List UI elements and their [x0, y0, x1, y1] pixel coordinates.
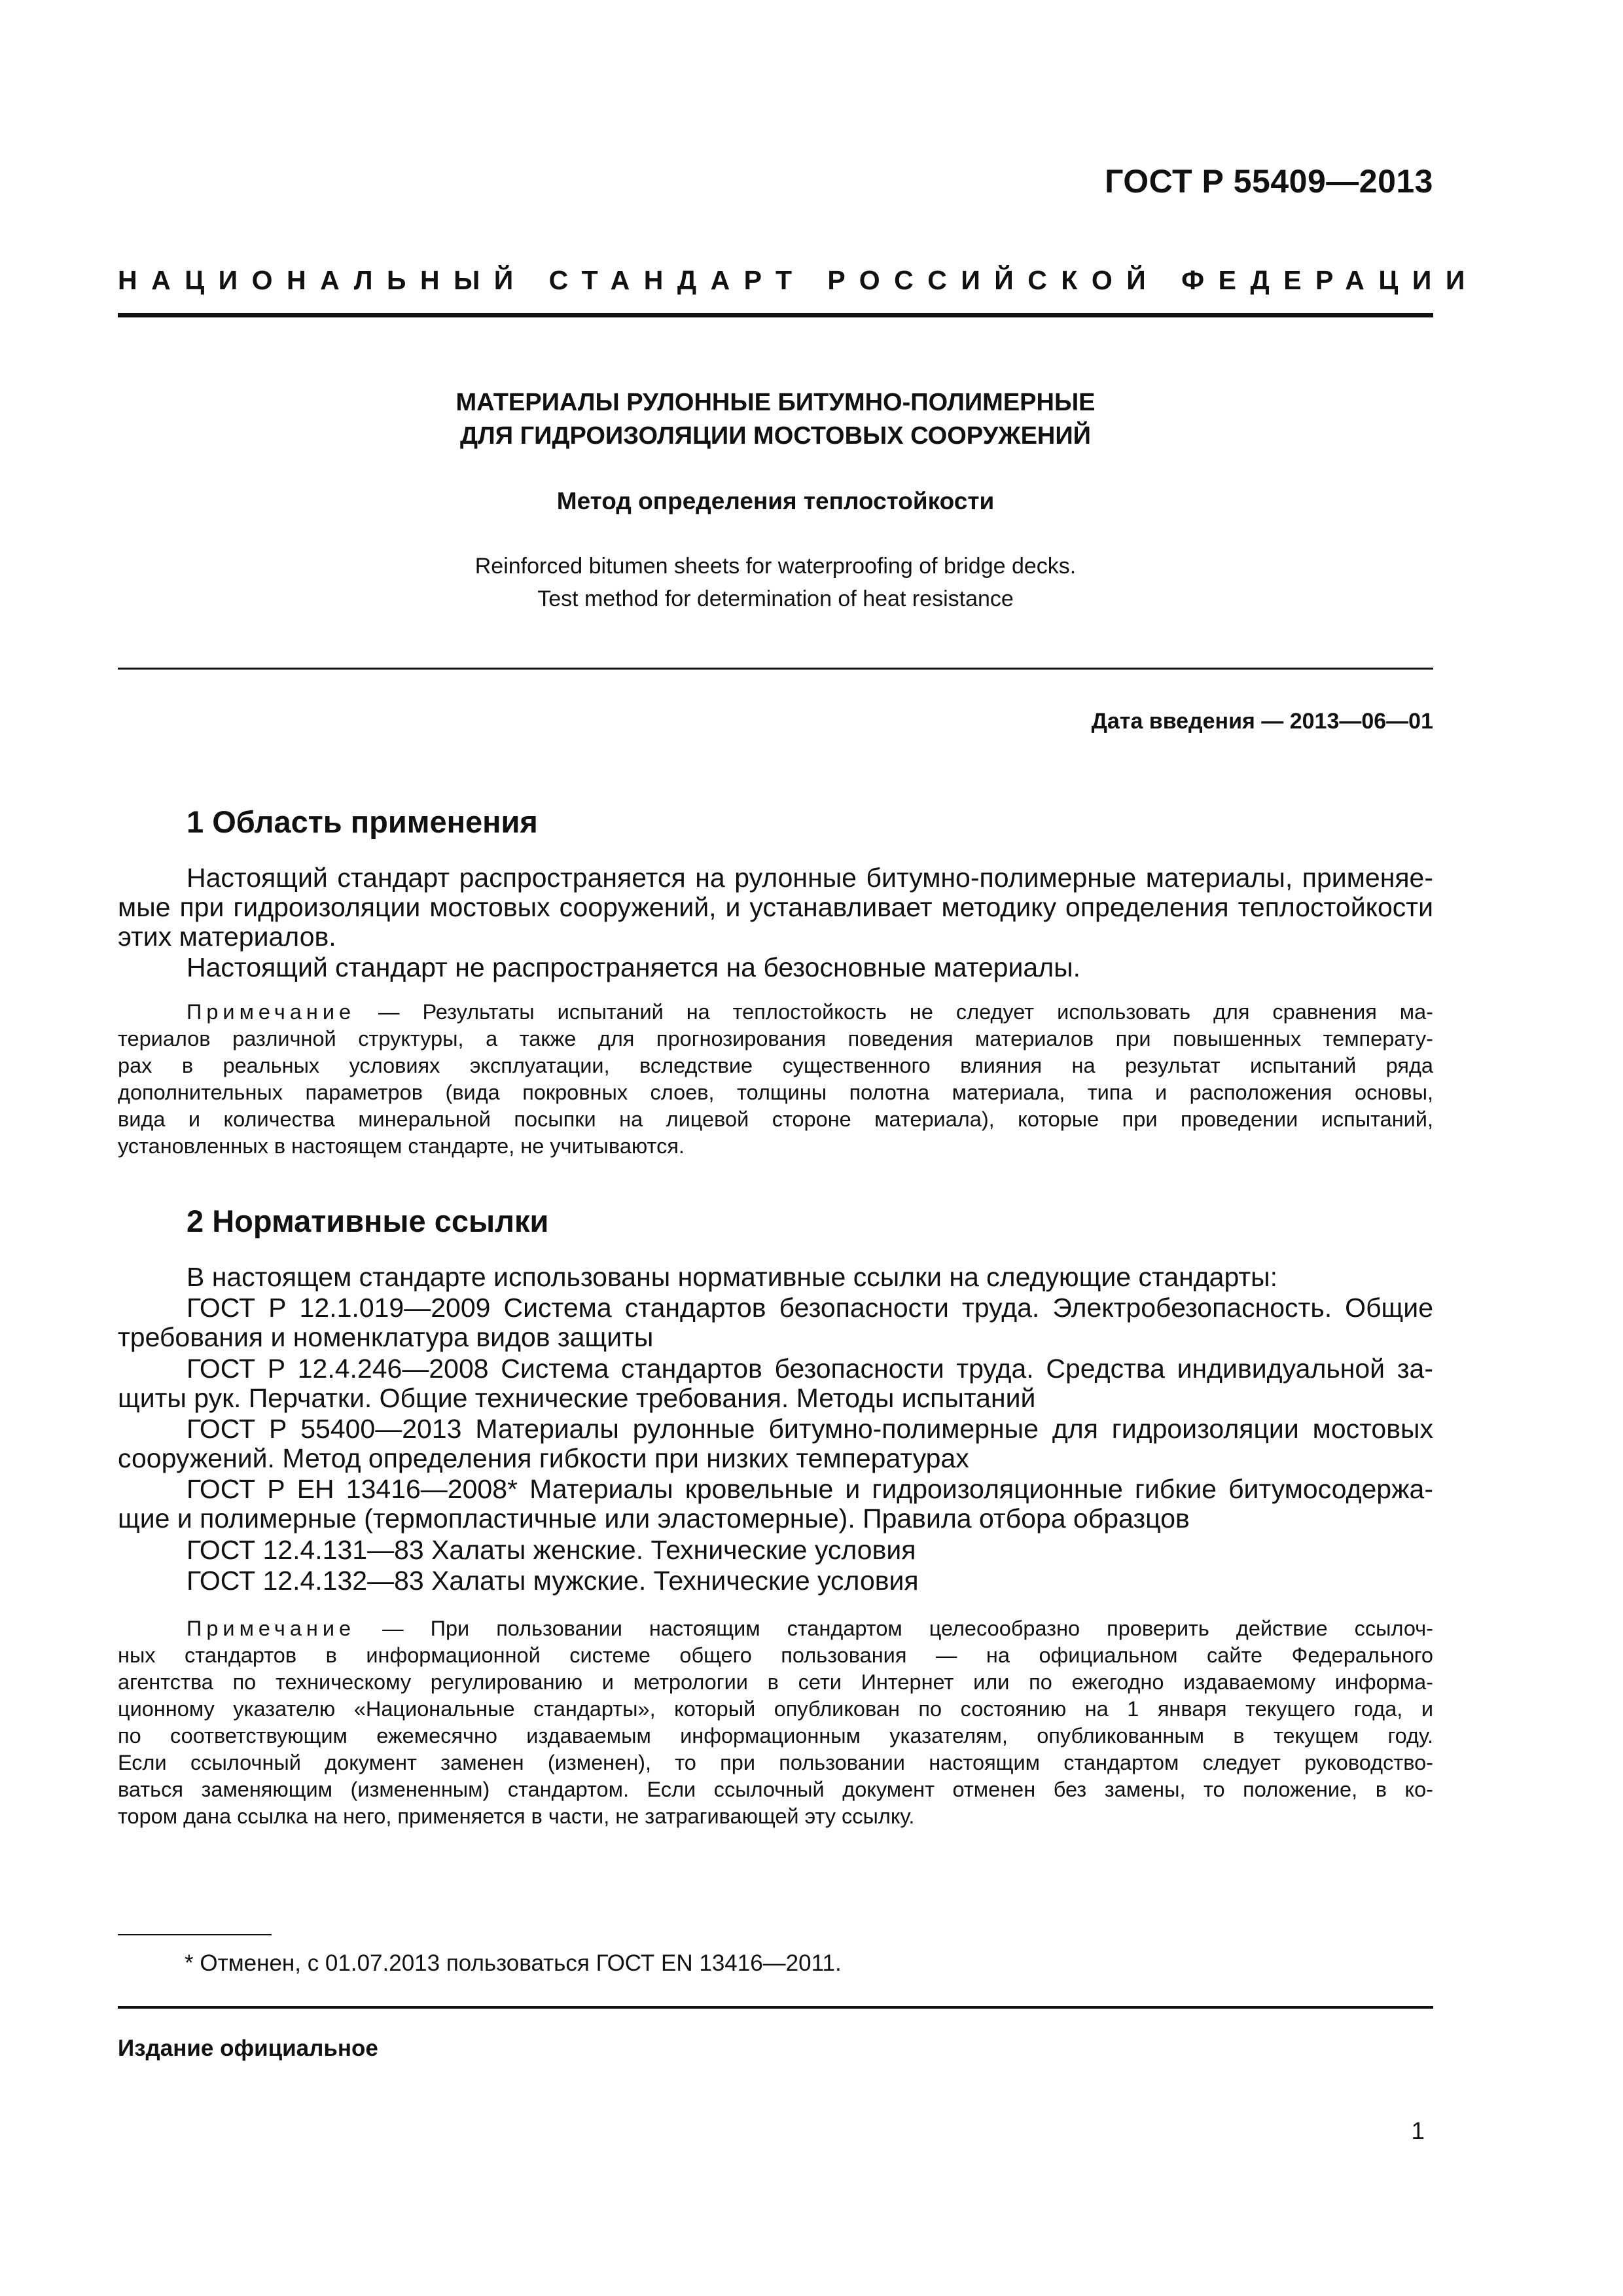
footer-rule [118, 2006, 1433, 2009]
reference-line-9: ГОСТ 12.4.131—83 Халаты женские. Технические условия [187, 1535, 916, 1565]
note-label: Примечание [187, 1000, 356, 1024]
english-title [118, 550, 1433, 615]
section-2-note-line-4: ционному указателю «Национальные стандарты», который опубликован по состоянию на 1 января текущего года, и [118, 1697, 1433, 1721]
section-1-para-1-line-2: мые при гидроизоляции мостовых сооружений, и устанавливает методику определения теплостойкости [118, 892, 1433, 922]
section-1-note-line-1 [187, 1000, 1433, 1024]
reference-line-7: ГОСТ Р ЕН 13416—2008* Материалы кровельные и гидроизоляционные гибкие битумосодержа- [187, 1474, 1433, 1504]
document-subtitle: Метод определения теплостойкости [556, 488, 995, 514]
reference-line-6: сооружений. Метод определения гибкости при низких температурах [118, 1443, 969, 1473]
reference-line-8: щие и полимерные (термопластичные или эластомерные). Правила отбора образцов [118, 1503, 1190, 1534]
section-1-note-line-6: установленных в настоящем стандарте, не учитываются. [118, 1134, 685, 1158]
section-2-note-line-1 [187, 1617, 1433, 1641]
reference-line-3: ГОСТ Р 12.4.246—2008 Система стандартов безопасности труда. Средства индивидуальной за- [187, 1354, 1433, 1384]
english-title-line-2: Test method for determination of heat resistance [537, 586, 1014, 611]
reference-line-2: требования и номенклатура видов защиты [118, 1322, 654, 1352]
section-1-para-1-line-3: этих материалов. [118, 922, 336, 952]
section-1-note-line-4: дополнительных параметров (вида покровных слоев, толщины полотна материала, типа и расположения основы, [118, 1081, 1433, 1104]
section-2-note-line-5: по соответствующим ежемесячно издаваемым информационным указателям, опубликованным в текущем году. [118, 1724, 1433, 1748]
section-2-note-line-2: ных стандартов в информационной системе общего пользования — на официальном сайте Федерального [118, 1643, 1433, 1667]
section-1-note-line-3: рах в реальных условиях эксплуатации, вследствие существенного влияния на результат испытаний ряда [118, 1054, 1433, 1077]
footnote-rule [118, 1934, 272, 1935]
edition-label: Издание официальное [118, 2036, 378, 2061]
header-rule [118, 313, 1433, 317]
section-2-note-line-8: тором дана ссылка на него, применяется в части, не затрагивающей эту ссылку. [118, 1804, 915, 1828]
reference-line-10: ГОСТ 12.4.132—83 Халаты мужские. Технические условия [187, 1566, 919, 1596]
note-label: Примечание [187, 1617, 356, 1640]
note-text: — При пользовании настоящим стандартом целесообразно проверить действие ссылоч- [355, 1617, 1433, 1640]
section-1-note-line-2: териалов различной структуры, а также для прогнозирования поведения материалов при повышенных температу- [118, 1027, 1433, 1050]
reference-line-1: ГОСТ Р 12.1.019—2009 Система стандартов безопасности труда. Электробезопасность. Общие [187, 1293, 1433, 1323]
section-2-note-line-7: ваться заменяющим (измененным) стандартом. Если ссылочный документ отменен без замены, то положение, в ко- [118, 1778, 1433, 1801]
section-2-note-line-3: агентства по техническому регулированию и метрологии в сети Интернет или по ежегодно издаваемому информа- [118, 1670, 1433, 1694]
page-number: 1 [1411, 2117, 1425, 2144]
english-title-line-1: Reinforced bitumen sheets for waterproofing of bridge decks. [474, 554, 1077, 579]
date-of-introduction: Дата введения — 2013—06—01 [1091, 709, 1433, 734]
section-1-note-line-5: вида и количества минеральной посыпки на лицевой стороне материала), которые при проведении испытаний, [118, 1107, 1433, 1131]
national-standard-banner: НАЦИОНАЛЬНЫЙ СТАНДАРТ РОССИЙСКОЙ ФЕДЕРАЦИИ [118, 265, 1479, 295]
section-2-note-line-6: Если ссылочный документ заменен (изменен), то при пользовании настоящим стандартом следует руководство- [118, 1751, 1433, 1774]
note-text: — Результаты испытаний на теплостойкость не следует использовать для сравнения ма- [355, 1000, 1433, 1024]
title-rule [118, 668, 1433, 670]
section-2-intro: В настоящем стандарте использованы нормативные ссылки на следующие стандарты: [187, 1262, 1278, 1292]
section-1-para-2: Настоящий стандарт не распространяется на безосновные материалы. [187, 952, 1080, 982]
footnote: * Отменен, с 01.07.2013 пользоваться ГОСТ EN 13416—2011. [185, 1950, 842, 1976]
section-1-heading: 1 Область применения [187, 804, 538, 839]
section-1-para-1-line-1: Настоящий стандарт распространяется на рулонные битумно-полимерные материалы, применяе- [187, 863, 1433, 893]
document-title [118, 386, 1433, 453]
reference-line-5: ГОСТ Р 55400—2013 Материалы рулонные битумно-полимерные для гидроизоляции мостовых [187, 1414, 1433, 1444]
standard-designation: ГОСТ Р 55409—2013 [1105, 163, 1433, 200]
section-2-heading: 2 Нормативные ссылки [187, 1204, 549, 1238]
title-line-2: ДЛЯ ГИДРОИЗОЛЯЦИИ МОСТОВЫХ СООРУЖЕНИЙ [459, 422, 1091, 450]
title-line-1: МАТЕРИАЛЫ РУЛОННЫЕ БИТУМНО-ПОЛИМЕРНЫЕ [455, 389, 1096, 416]
reference-line-4: щиты рук. Перчатки. Общие технические требования. Методы испытаний [118, 1383, 1036, 1413]
